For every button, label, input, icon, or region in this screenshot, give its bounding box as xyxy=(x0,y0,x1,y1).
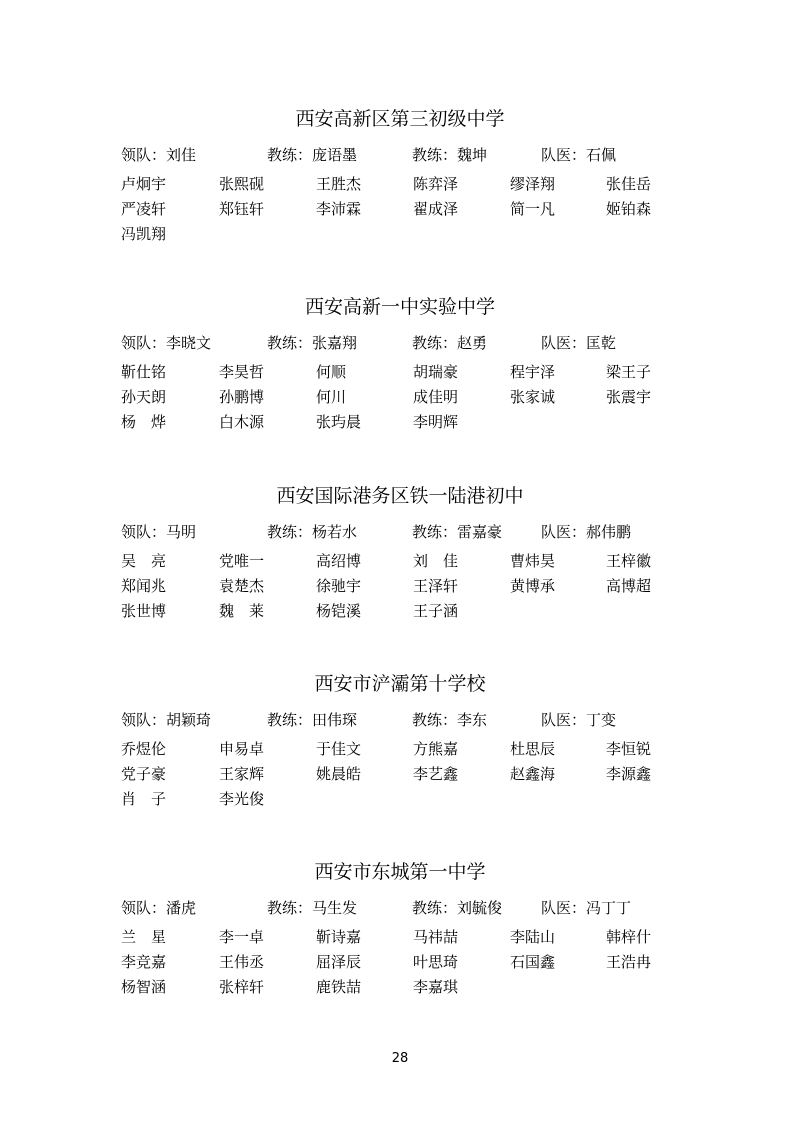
player-name: 王泽轩 xyxy=(413,577,459,595)
player-name: 王梓徽 xyxy=(606,552,652,570)
player-name: 袁楚杰 xyxy=(219,577,265,595)
player-name: 严凌轩 xyxy=(121,200,167,218)
player-name: 张玙晨 xyxy=(316,413,362,431)
player-list xyxy=(0,926,800,1001)
team-leader: 领队：李晓文 xyxy=(121,334,212,352)
player-name: 高绍博 xyxy=(316,552,362,570)
player-name: 鹿铁喆 xyxy=(316,978,362,996)
player-row xyxy=(0,575,800,600)
team-doctor: 队医：丁变 xyxy=(541,711,617,729)
player-name: 张梓轩 xyxy=(219,978,265,996)
player-name: 王家辉 xyxy=(219,765,265,783)
player-name: 成佳明 xyxy=(413,388,459,406)
staff-row xyxy=(0,709,800,731)
player-name: 王子涵 xyxy=(413,602,459,620)
player-name: 靳诗嘉 xyxy=(316,928,362,946)
team-leader: 领队：胡颖琦 xyxy=(121,711,212,729)
player-name: 李昊哲 xyxy=(219,363,265,381)
player-name: 刘 佳 xyxy=(413,552,459,570)
team-leader: 领队：潘虎 xyxy=(121,899,197,917)
coach: 教练：马生发 xyxy=(267,899,358,917)
player-row xyxy=(0,550,800,575)
player-name: 何顺 xyxy=(316,363,347,381)
team-leader: 领队：刘佳 xyxy=(121,146,197,164)
player-name: 党唯一 xyxy=(219,552,265,570)
player-row xyxy=(0,951,800,976)
player-row xyxy=(0,198,800,223)
player-name: 冯凯翔 xyxy=(121,225,167,243)
player-name: 王浩冉 xyxy=(606,953,652,971)
player-name: 党子豪 xyxy=(121,765,167,783)
player-name: 方熊嘉 xyxy=(413,740,459,758)
team-title: 西安高新一中实验中学 xyxy=(304,296,495,318)
staff-row xyxy=(0,897,800,919)
player-name: 简一凡 xyxy=(510,200,556,218)
team-title: 西安市浐灞第十学校 xyxy=(314,673,486,695)
player-name: 徐驰宇 xyxy=(316,577,362,595)
player-row xyxy=(0,173,800,198)
player-name: 杨 烨 xyxy=(121,413,167,431)
team-doctor: 队医：郝伟鹏 xyxy=(541,523,632,541)
staff-row xyxy=(0,144,800,166)
player-name: 高博超 xyxy=(606,577,652,595)
player-name: 李沛霖 xyxy=(316,200,362,218)
player-name: 张世博 xyxy=(121,602,167,620)
player-name: 屈泽辰 xyxy=(316,953,362,971)
player-name: 吴 亮 xyxy=(121,552,167,570)
team-doctor: 队医：匡乾 xyxy=(541,334,617,352)
player-row xyxy=(0,926,800,951)
player-name: 张震宇 xyxy=(606,388,652,406)
player-row xyxy=(0,361,800,386)
player-name: 孙鹏博 xyxy=(219,388,265,406)
player-row xyxy=(0,386,800,411)
team-title: 西安市东城第一中学 xyxy=(314,861,486,883)
player-name: 李陆山 xyxy=(510,928,556,946)
player-name: 张家诚 xyxy=(510,388,556,406)
player-name: 靳仕铭 xyxy=(121,363,167,381)
player-name: 白木源 xyxy=(219,413,265,431)
team-title: 西安高新区第三初级中学 xyxy=(295,108,505,130)
player-name: 黄博承 xyxy=(510,577,556,595)
player-name: 李竞嘉 xyxy=(121,953,167,971)
player-name: 李嘉琪 xyxy=(413,978,459,996)
player-name: 程宇泽 xyxy=(510,363,556,381)
player-name: 陈弈泽 xyxy=(413,175,459,193)
player-name: 李恒锐 xyxy=(606,740,652,758)
player-name: 卢炯宇 xyxy=(121,175,167,193)
player-name: 王伟丞 xyxy=(219,953,265,971)
player-row xyxy=(0,763,800,788)
team-doctor: 队医：石佩 xyxy=(541,146,617,164)
team-doctor: 队医：冯丁丁 xyxy=(541,899,632,917)
player-name: 赵鑫海 xyxy=(510,765,556,783)
player-row xyxy=(0,223,800,248)
player-name: 李艺鑫 xyxy=(413,765,459,783)
team-leader: 领队：马明 xyxy=(121,523,197,541)
staff-row xyxy=(0,332,800,354)
player-name: 韩梓什 xyxy=(606,928,652,946)
player-name: 李光俊 xyxy=(219,790,265,808)
player-row xyxy=(0,788,800,813)
player-name: 张熙砚 xyxy=(219,175,265,193)
player-row xyxy=(0,976,800,1001)
player-name: 马祎喆 xyxy=(413,928,459,946)
player-list xyxy=(0,550,800,625)
coach: 教练：刘毓俊 xyxy=(412,899,503,917)
player-list xyxy=(0,173,800,248)
player-name: 翟成泽 xyxy=(413,200,459,218)
player-name: 乔煜伦 xyxy=(121,740,167,758)
player-name: 曹炜昊 xyxy=(510,552,556,570)
player-name: 胡瑞豪 xyxy=(413,363,459,381)
player-name: 杨智涵 xyxy=(121,978,167,996)
player-name: 杨铠溪 xyxy=(316,602,362,620)
player-name: 李明辉 xyxy=(413,413,459,431)
coach: 教练：庞语墨 xyxy=(267,146,358,164)
player-name: 张佳岳 xyxy=(606,175,652,193)
player-name: 郑闻兆 xyxy=(121,577,167,595)
player-name: 姚晨皓 xyxy=(316,765,362,783)
player-name: 王胜杰 xyxy=(316,175,362,193)
player-name: 肖 子 xyxy=(121,790,167,808)
staff-row xyxy=(0,521,800,543)
player-row xyxy=(0,600,800,625)
player-name: 魏 莱 xyxy=(219,602,265,620)
player-name: 何川 xyxy=(316,388,347,406)
player-name: 孙天朗 xyxy=(121,388,167,406)
player-name: 姬铂森 xyxy=(606,200,652,218)
coach: 教练：杨若水 xyxy=(267,523,358,541)
player-name: 杜思辰 xyxy=(510,740,556,758)
player-name: 兰 星 xyxy=(121,928,167,946)
coach: 教练：田伟琛 xyxy=(267,711,358,729)
team-title: 西安国际港务区铁一陆港初中 xyxy=(276,485,524,507)
player-list xyxy=(0,738,800,813)
player-name: 叶思琦 xyxy=(413,953,459,971)
player-name: 李一卓 xyxy=(219,928,265,946)
player-name: 郑钰轩 xyxy=(219,200,265,218)
player-name: 申易卓 xyxy=(219,740,265,758)
coach: 教练：魏坤 xyxy=(412,146,488,164)
player-name: 缪泽翔 xyxy=(510,175,556,193)
page-number: 28 xyxy=(391,1051,409,1066)
player-name: 梁王子 xyxy=(606,363,652,381)
coach: 教练：雷嘉豪 xyxy=(412,523,503,541)
coach: 教练：李东 xyxy=(412,711,488,729)
player-name: 于佳文 xyxy=(316,740,362,758)
player-name: 石国鑫 xyxy=(510,953,556,971)
coach: 教练：张嘉翔 xyxy=(267,334,358,352)
player-row xyxy=(0,411,800,436)
coach: 教练：赵勇 xyxy=(412,334,488,352)
player-name: 李源鑫 xyxy=(606,765,652,783)
player-row xyxy=(0,738,800,763)
player-list xyxy=(0,361,800,436)
